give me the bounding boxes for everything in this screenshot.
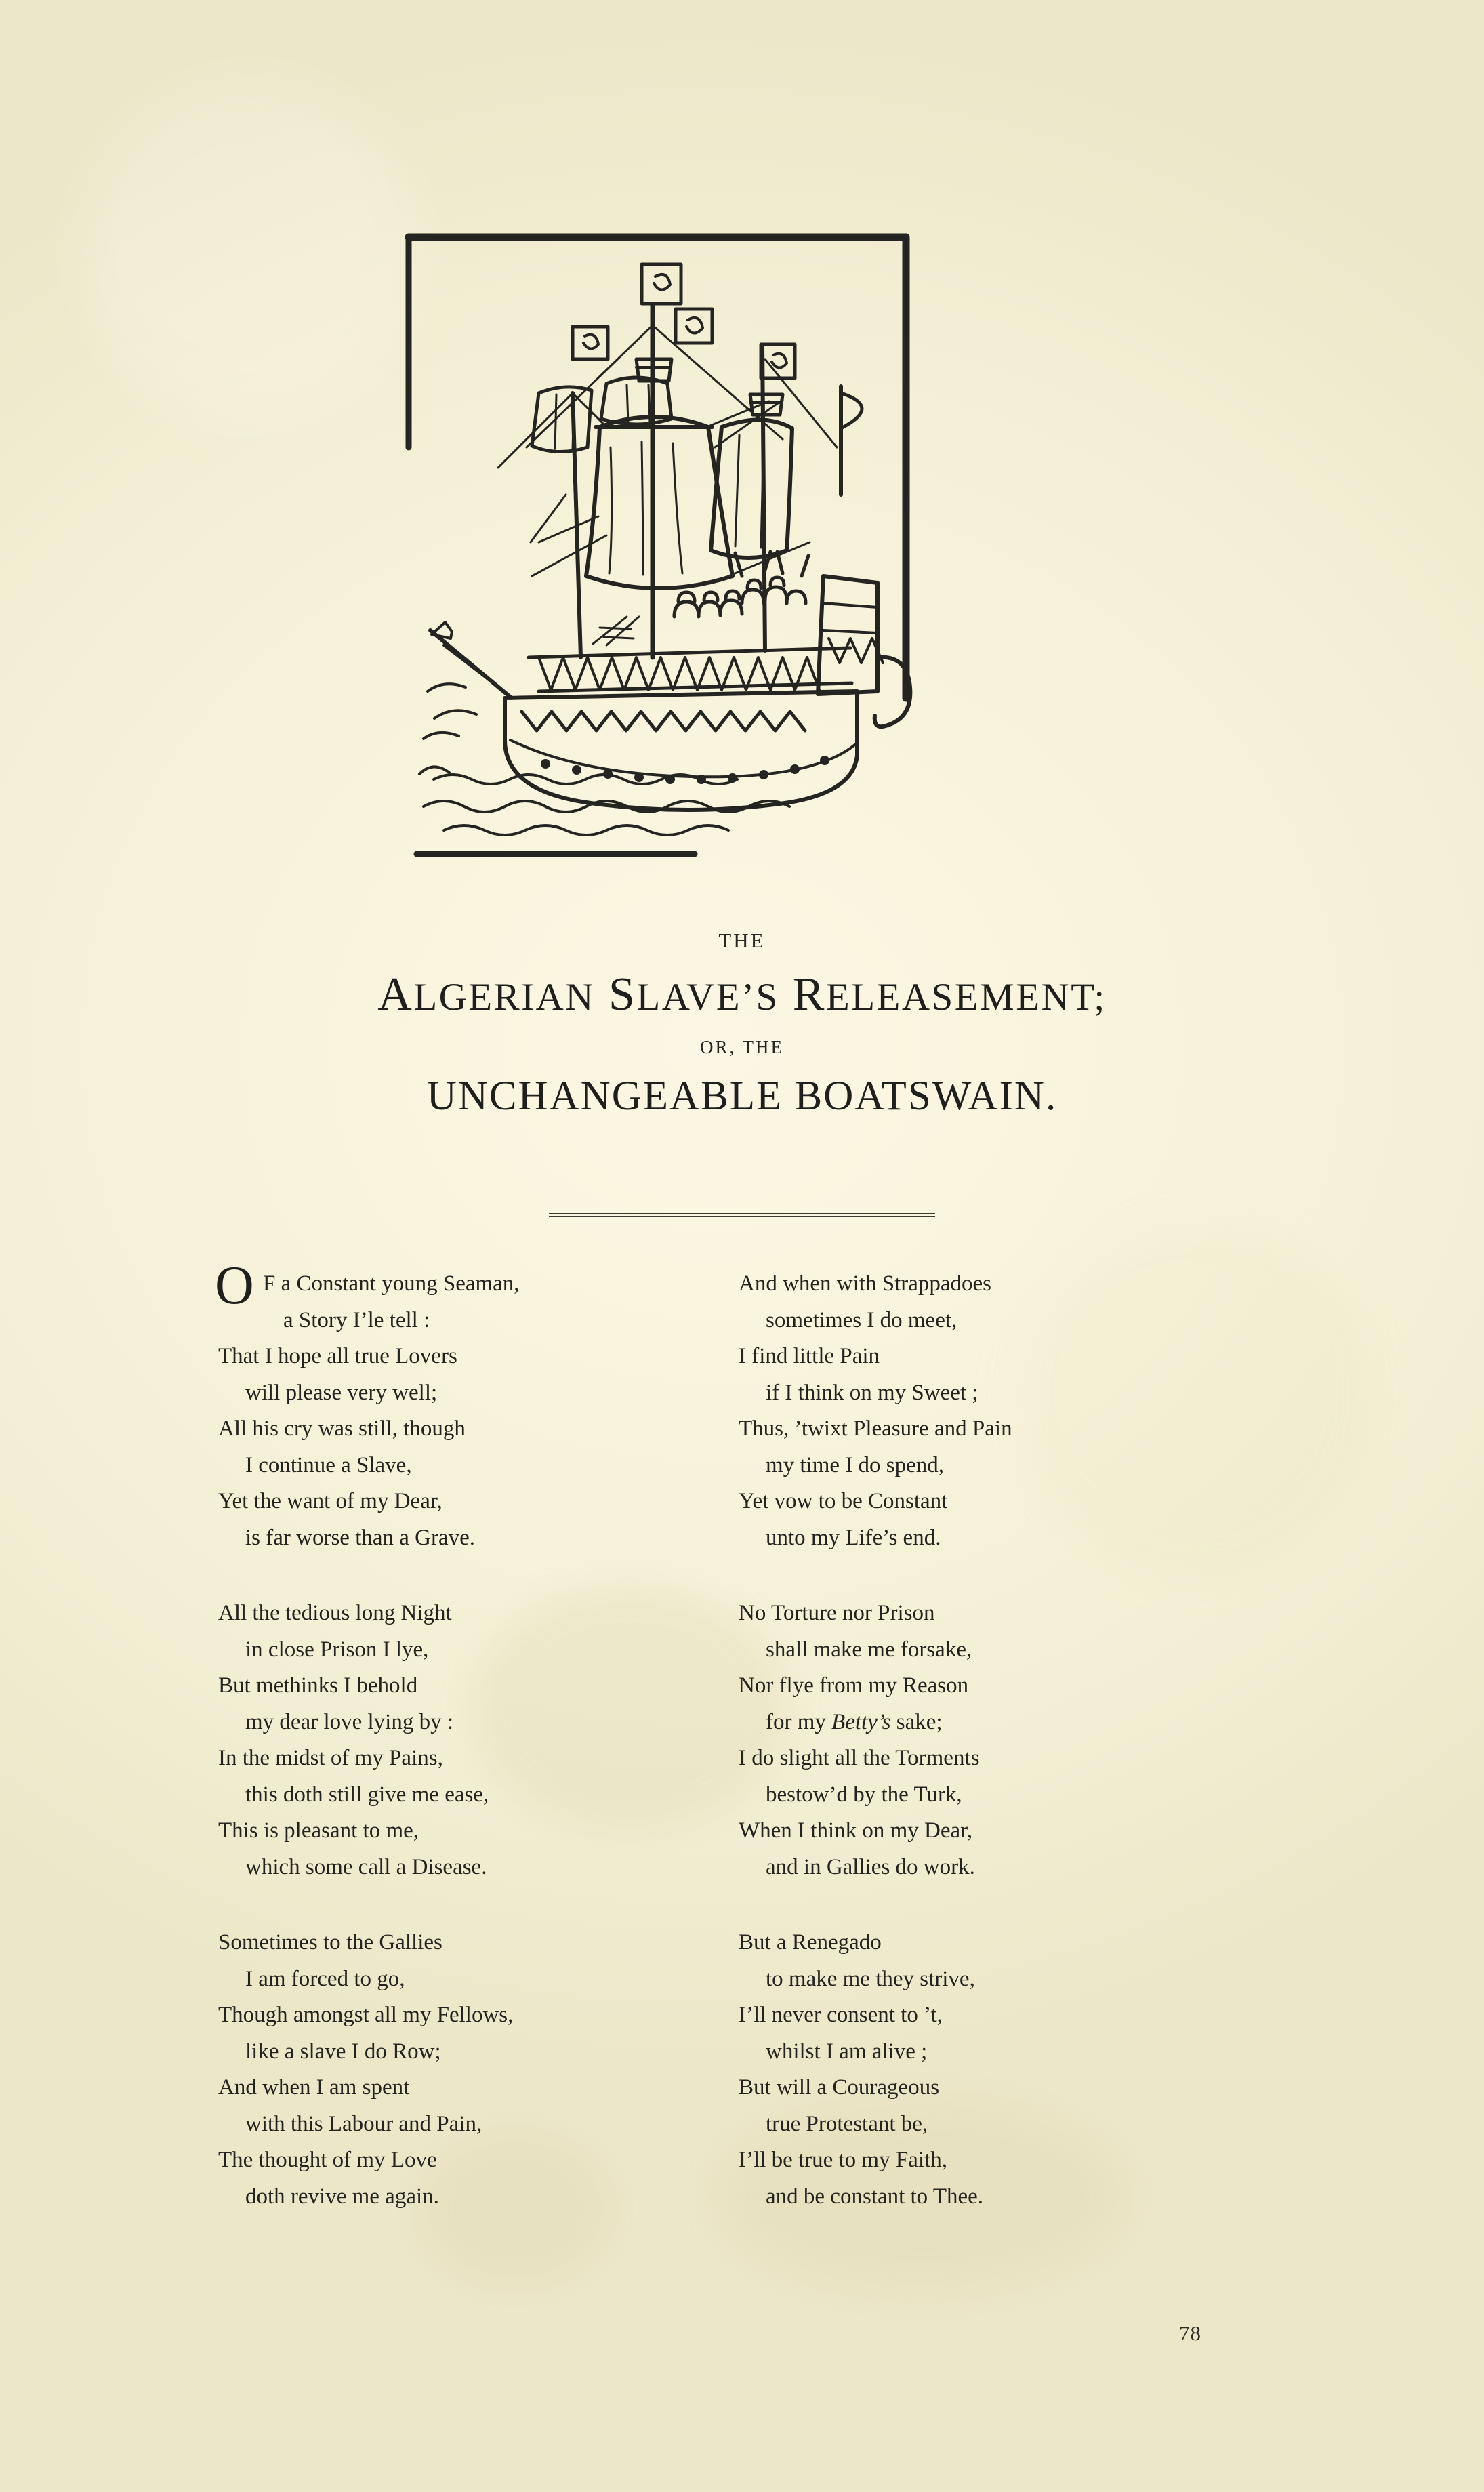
poem-line: And when with Strappadoes <box>739 1271 992 1296</box>
poem-line: to make me they strive, <box>766 1966 975 1991</box>
poem-line: and be constant to Thee. <box>766 2184 984 2209</box>
poem-line: No Torture nor Prison <box>739 1601 935 1625</box>
stanza <box>739 1266 1227 1556</box>
poem-line: I’ll never consent to ’t, <box>739 2003 943 2027</box>
poem-line: And when I am spent <box>218 2075 410 2100</box>
poem-line: doth revive me again. <box>245 2184 439 2209</box>
poem-line: When I think on my Dear, <box>739 1818 973 1843</box>
poem-line: my time I do spend, <box>766 1452 945 1477</box>
poem-line: which some call a Disease. <box>245 1854 487 1879</box>
poem-line: I find little Pain <box>739 1344 880 1368</box>
poem-line: I continue a Slave, <box>245 1452 412 1477</box>
poem-line: if I think on my Sweet ; <box>766 1380 978 1405</box>
poem-line: unto my Life’s end. <box>766 1525 941 1550</box>
poem-line: I am forced to go, <box>245 1966 405 1991</box>
title-the: THE <box>718 928 766 952</box>
poem-line: I’ll be true to my Faith, <box>739 2148 947 2172</box>
double-rule-divider <box>549 1213 935 1219</box>
poem-line: I do slight all the Torments <box>739 1746 980 1770</box>
poem-line: This is pleasant to me, <box>218 1818 419 1843</box>
poem-line: Yet the want of my Dear, <box>218 1489 442 1513</box>
stanza <box>215 1256 693 1556</box>
drop-cap: O <box>215 1256 254 1315</box>
poem-line: That I hope all true Lovers <box>218 1344 457 1368</box>
poem-line: All his cry was still, though <box>218 1416 466 1441</box>
title-block <box>0 928 1484 1120</box>
poem-line: sometimes I do meet, <box>766 1307 957 1332</box>
poem-line: The thought of my Love <box>218 2148 437 2172</box>
poem-line: F a Constant young Seaman, <box>263 1271 520 1296</box>
title-or-the: OR, THE <box>699 1037 784 1057</box>
poem-line: All the tedious long Night <box>218 1601 452 1625</box>
poem-line: with this Labour and Pain, <box>245 2111 482 2136</box>
poem-line: is far worse than a Grave. <box>245 1525 476 1550</box>
poem-line: Though amongst all my Fellows, <box>218 2003 514 2027</box>
stanza <box>739 1595 1227 1885</box>
stanza <box>218 1595 693 1885</box>
poem-line: Yet vow to be Constant <box>739 1489 948 1513</box>
poem-column-right <box>739 1266 1227 2215</box>
poem-line: bestow’d by the Turk, <box>766 1782 962 1807</box>
poem-line: true Protestant be, <box>766 2111 928 2136</box>
page-number: 78 <box>1179 2321 1201 2345</box>
stanza <box>739 1925 1227 2215</box>
poem-line-italic: for my Betty’s sake; <box>766 1709 943 1734</box>
poem-line: whilst I am alive ; <box>766 2039 928 2064</box>
page-subtitle: UNCHANGEABLE BOATSWAIN. <box>426 1074 1058 1119</box>
page-title: ALGERIAN SLAVE’S RELEASEMENT; <box>377 968 1107 1021</box>
poem-line: a Story I’le tell : <box>283 1307 430 1332</box>
poem-line: Thus, ’twixt Pleasure and Pain <box>739 1416 1012 1441</box>
poem-columns <box>0 1256 1484 2262</box>
poem-line: Nor flye from my Reason <box>739 1673 969 1698</box>
poem-line: But will a Courageous <box>739 2075 940 2100</box>
poem-line: like a slave I do Row; <box>245 2039 441 2064</box>
poem-line: this doth still give me ease, <box>245 1782 489 1807</box>
poem-line: Sometimes to the Gallies <box>218 1930 442 1955</box>
poem-line: my dear love lying by : <box>245 1709 454 1734</box>
poem-line: But methinks I behold <box>218 1673 418 1698</box>
woodcut-ship-illustration <box>403 224 939 867</box>
stanza <box>218 1925 693 2215</box>
italic-name: Betty’s <box>831 1709 891 1734</box>
poem-line: shall make me forsake, <box>766 1637 972 1662</box>
poem-line: and in Gallies do work. <box>766 1854 975 1879</box>
paper-highlight <box>81 81 420 420</box>
poem-line: But a Renegado <box>739 1930 882 1955</box>
poem-line: will please very well; <box>245 1380 438 1405</box>
poem-column-left <box>215 1256 693 2215</box>
poem-line: In the midst of my Pains, <box>218 1746 443 1770</box>
poem-line: in close Prison I lye, <box>245 1637 429 1662</box>
